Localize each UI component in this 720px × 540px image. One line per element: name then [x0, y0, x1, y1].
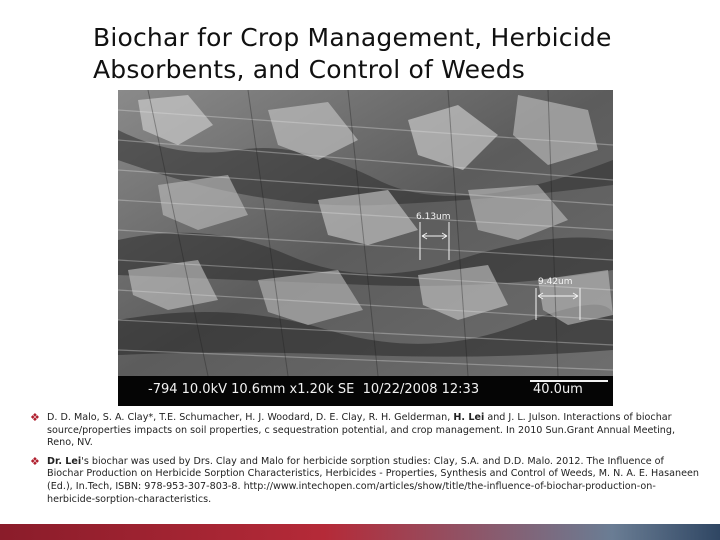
diamond-bullet-icon: ❖ — [30, 411, 40, 424]
sem-micrograph — [118, 90, 613, 406]
slide-title: Biochar for Crop Management, Herbicide Absorbents, and Control of Weeds — [93, 23, 612, 84]
sem-texture — [118, 90, 613, 376]
reference-list — [30, 412, 700, 512]
reference-item — [30, 412, 700, 450]
reference-text: and J. L. Julson. Interactions of biochar source/properties impacts on soil properties, c sequestration potential, and crop management. In 2010 Sun.Grant Annual Meeting, Reno, NV. — [47, 412, 676, 449]
sem-scale-label: 40.0um — [533, 382, 583, 397]
reference-text: D. D. Malo, S. A. Clay*, T.E. Schumacher, H. J. Woodard, D. E. Clay, R. H. Gelderman, — [47, 412, 454, 423]
reference-text: 's biochar was used by Drs. Clay and Malo for herbicide sorption studies: Clay, S.A. and D.D. Malo. 2012. The Influence of Biochar Production on Herbicide Sorption Characteristics, Herbicides - Properties, Synthesis and Control of Weeds, M. N. A. E. Hasaneen (Ed.), In.Tech, ISBN: 978-953-307-803-8. http://www.intechopen.com/articles/show/title/the-influence-of-biochar-production-on-herbicide-sorption-characteristics. — [47, 455, 699, 505]
footer-band — [0, 524, 720, 540]
reference-highlight: H. Lei — [453, 412, 485, 423]
sem-info-bar — [118, 376, 613, 406]
diamond-bullet-icon: ❖ — [30, 454, 40, 468]
sem-acquisition-info: -794 10.0kV 10.6mm x1.20k SE 10/22/2008 12:33 — [148, 382, 480, 397]
measurement-label-1: 6.13um — [416, 212, 451, 222]
measurement-label-2: 9.42um — [538, 277, 573, 287]
reference-item — [30, 456, 700, 506]
reference-highlight: Dr. Lei — [47, 455, 82, 467]
